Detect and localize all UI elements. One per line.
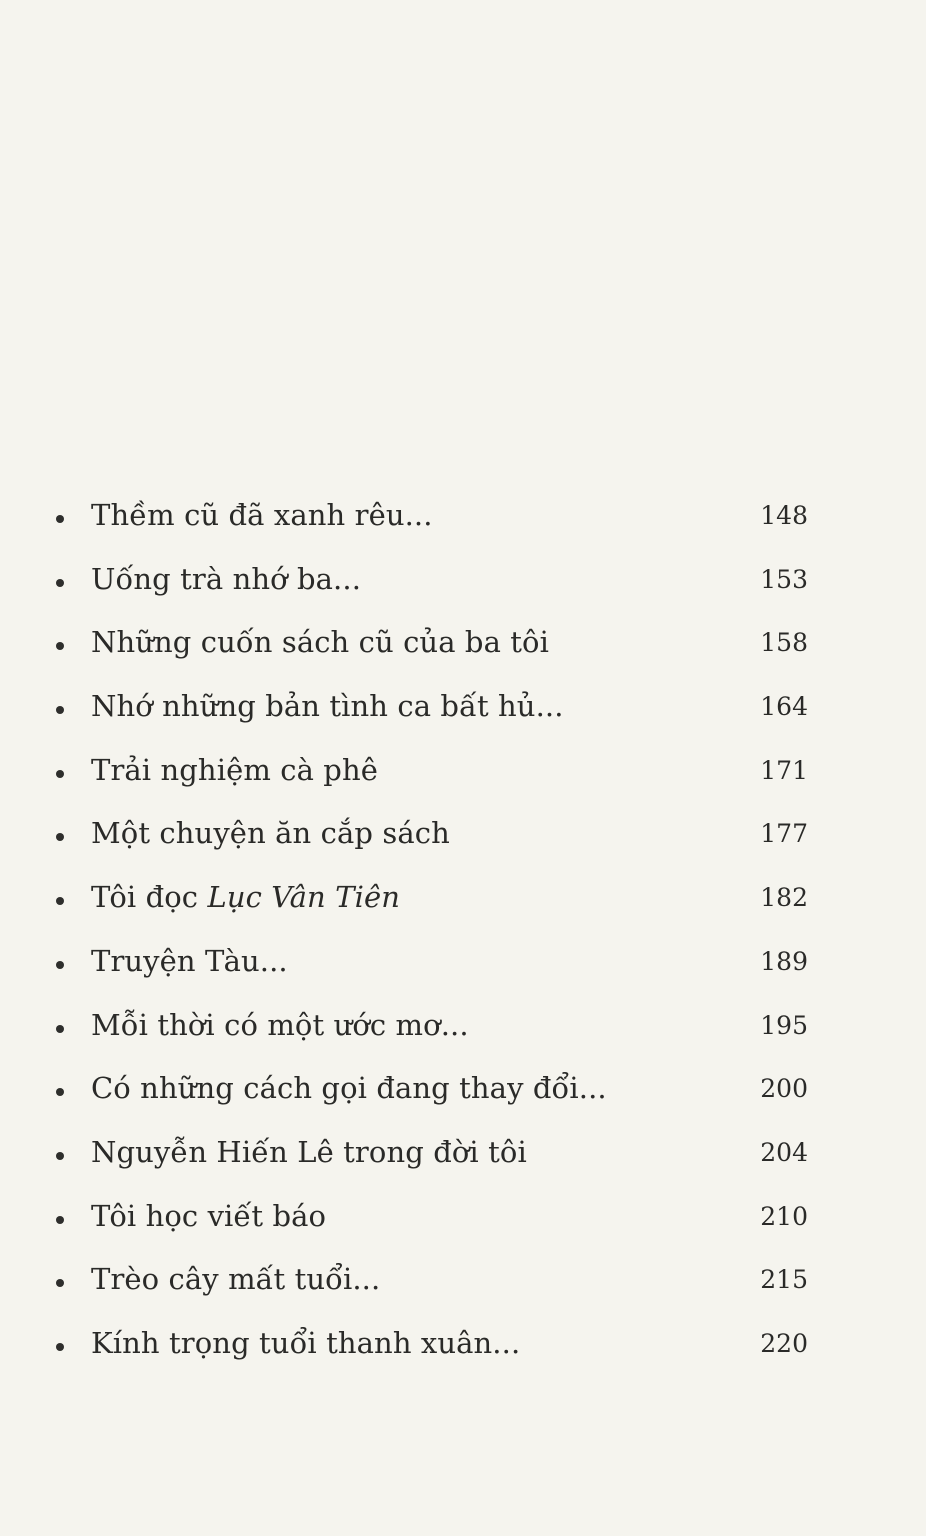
toc-entry [0,612,926,676]
bullet-icon [56,1216,64,1224]
toc-title: Có những cách gọi đang thay đổi... [91,1071,607,1106]
bullet-icon [56,642,64,650]
toc-title: Kính trọng tuổi thanh xuân... [91,1325,521,1360]
bullet-icon [56,833,64,841]
toc-page-number: 164 [760,692,808,722]
toc-title: Uống trà nhớ ba... [91,561,362,596]
table-of-contents [0,485,926,1377]
toc-entry [0,995,926,1059]
toc-title: Truyện Tàu... [91,943,288,978]
toc-page-number: 220 [760,1328,808,1358]
bullet-icon [56,897,64,905]
toc-title-italic: Lục Vân Tiên [207,880,400,915]
toc-title [91,879,400,915]
toc-title: Những cuốn sách cũ của ba tôi [91,625,549,660]
bullet-icon [56,1279,64,1287]
bullet-icon [56,1343,64,1351]
toc-entry [0,1186,926,1250]
bullet-icon [56,1025,64,1033]
toc-page-number: 182 [760,883,808,913]
bullet-icon [56,770,64,778]
toc-title: Nhớ những bản tình ca bất hủ... [91,689,564,724]
toc-page-number: 177 [760,819,808,849]
toc-entry [0,867,926,931]
bullet-icon [56,1152,64,1160]
bullet-icon [56,706,64,714]
toc-entry [0,549,926,613]
toc-title: Nguyễn Hiến Lê trong đời tôi [91,1134,527,1169]
toc-title: Trèo cây mất tuổi... [91,1262,381,1297]
toc-page-number: 200 [760,1074,808,1104]
bullet-icon [56,579,64,587]
toc-title: Tôi học viết báo [91,1198,327,1233]
toc-page-number: 153 [760,564,808,594]
toc-title: Trải nghiệm cà phê [91,752,379,787]
toc-title: Thềm cũ đã xanh rêu... [91,498,433,532]
toc-entry [0,676,926,740]
toc-page-number: 204 [760,1137,808,1167]
toc-entry [0,485,926,549]
bullet-icon [56,961,64,969]
bullet-icon [56,1088,64,1096]
toc-page-number: 210 [760,1201,808,1231]
toc-page-number: 215 [760,1265,808,1295]
toc-title-text: Tôi đọc [91,880,208,915]
toc-page-number: 189 [760,946,808,976]
toc-page-number: 171 [760,755,808,785]
toc-page-number: 158 [760,628,808,658]
toc-title: Một chuyện ăn cắp sách [91,816,450,851]
toc-entry [0,1058,926,1122]
toc-entry [0,740,926,804]
toc-entry [0,803,926,867]
toc-page-number: 195 [760,1010,808,1040]
toc-page-number: 148 [760,501,808,530]
toc-entry [0,931,926,995]
toc-title: Mỗi thời có một ước mơ... [91,1007,469,1042]
bullet-icon [56,515,64,523]
toc-entry [0,1249,926,1313]
toc-entry [0,1313,926,1377]
toc-entry [0,1122,926,1186]
